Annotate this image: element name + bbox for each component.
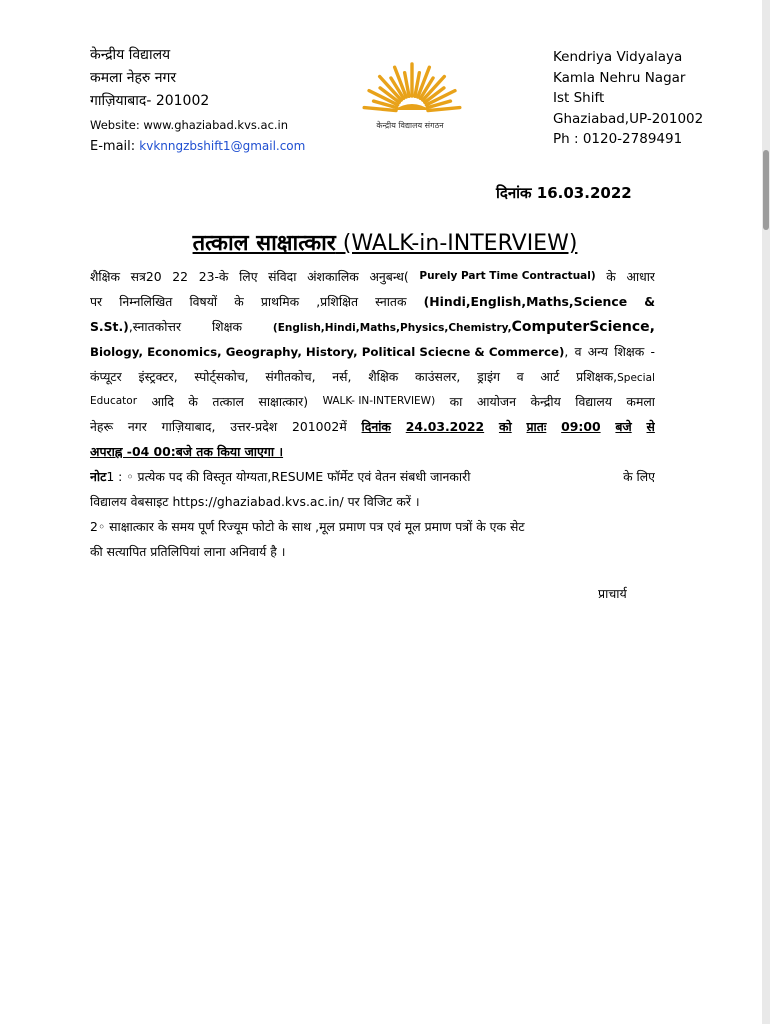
word: उत्तर-प्रदेश	[230, 419, 278, 434]
word: नर्स,	[332, 369, 352, 384]
word: को	[498, 419, 512, 434]
body-line-8	[90, 439, 655, 464]
word: आधार	[626, 269, 655, 284]
word: ,प्रशिक्षित	[316, 294, 359, 309]
word: तत्काल	[212, 394, 244, 409]
word: संविदा	[268, 269, 297, 284]
word: S.St.)	[90, 319, 129, 334]
word: लिए	[239, 269, 258, 284]
word: (Hindi,English,Maths,Science	[423, 294, 628, 309]
word: शिक्षक	[614, 344, 645, 359]
word: अन्य	[587, 344, 608, 359]
word: शिक्षक	[211, 319, 242, 334]
word: 09:00	[561, 419, 601, 434]
body-line-10	[90, 489, 655, 514]
word: 24.03.2022	[405, 419, 485, 434]
scrollbar[interactable]	[762, 0, 770, 1024]
documents-note-cont: की सत्यापित प्रतिलिपियां लाना अनिवार्य है ।	[90, 544, 286, 559]
word: का	[449, 394, 463, 409]
body-line-6	[90, 389, 655, 414]
body-line-9	[90, 464, 655, 489]
phone-text: Ph : 0120-2789491	[553, 131, 683, 147]
body-line-2	[90, 289, 655, 314]
city-hindi: गाज़ियाबाद- 201002	[90, 93, 210, 109]
word: शैक्षिक	[368, 369, 399, 384]
word: नेहरू	[90, 419, 114, 434]
word: कंप्यूटर	[90, 369, 122, 384]
word: दिनांक	[361, 419, 391, 434]
title-english: (WALK-in-INTERVIEW)	[335, 231, 578, 256]
word: इंस्ट्रक्टर,	[138, 369, 178, 384]
body-line-5	[90, 364, 655, 389]
word: 22	[172, 269, 189, 284]
word: आयोजन	[476, 394, 516, 409]
word: Educator	[90, 395, 138, 407]
email-line	[90, 135, 340, 158]
word: Purely Part Time Contractual)	[419, 270, 596, 282]
word: व	[574, 344, 582, 359]
email-label: E-mail:	[90, 139, 140, 154]
word: WALK- IN-INTERVIEW)	[322, 395, 436, 407]
header-right	[553, 47, 733, 150]
word: -	[650, 344, 655, 359]
email-link[interactable]: kvknngzbshift1@gmail.com	[139, 139, 306, 153]
locality-english: Kamla Nehru Nagar	[553, 69, 686, 86]
shift-text: Ist Shift	[553, 90, 605, 106]
title-hindi: तत्काल साक्षात्कार	[192, 231, 336, 256]
word: Special	[617, 372, 655, 384]
website-text: Website: www.ghaziabad.kvs.ac.in	[90, 118, 289, 132]
body-line-7	[90, 414, 655, 439]
word: साक्षात्कार)	[258, 394, 309, 409]
word: विद्यालय	[575, 394, 612, 409]
word: आदि	[151, 394, 174, 409]
notice-body	[90, 264, 655, 564]
city-english: Ghaziabad,UP-201002	[553, 110, 704, 127]
word: व	[516, 369, 524, 384]
word: निम्नलिखित	[119, 294, 173, 309]
locality-hindi: कमला नेहरु नगर	[90, 70, 177, 86]
word: प्रशिक्षक,	[576, 369, 618, 384]
word: बजे	[615, 419, 632, 434]
word: ,स्नातकोत्तर	[128, 319, 182, 334]
scrollbar-thumb[interactable]	[763, 150, 769, 230]
word: के	[234, 294, 244, 309]
word: कमला	[626, 394, 655, 409]
word: ComputerScience,	[511, 319, 655, 335]
word: ,	[564, 344, 569, 359]
word: 1 : ◦ प्रत्येक पद की विस्तृत योग्यता,RESUME फॉर्मेट एवं वेतन संबधी जानकारी	[106, 469, 471, 484]
website-note: विद्यालय वेबसाइट https://ghaziabad.kvs.ac.in/ पर विजिट करें ।	[90, 494, 420, 509]
word: स्पोर्ट्सकोच,	[194, 369, 249, 384]
word: अनुबन्ध(	[369, 269, 409, 284]
word: गाज़ियाबाद,	[161, 419, 216, 434]
word: 201002में	[292, 419, 347, 434]
header-left	[90, 44, 340, 158]
word: Biology, Economics, Geography, History, Political Sciecne & Commerce)	[90, 345, 565, 359]
body-line-4	[90, 339, 655, 364]
logo-caption: केन्द्रीय विद्यालय संगठन	[376, 121, 444, 130]
body-line-1	[90, 264, 655, 289]
word: प्राथमिक	[260, 294, 300, 309]
word: पर	[90, 294, 103, 309]
documents-note: 2◦ साक्षात्कार के समय पूर्ण रिज्यूम फोटो के साथ ,मूल प्रमाण पत्र एवं मूल प्रमाण पत्रों के एक सेट	[90, 519, 525, 534]
word: केन्द्रीय	[530, 394, 561, 409]
word: (English,Hindi,Maths,Physics,Chemistry,	[272, 322, 512, 334]
word: अंशकालिक	[307, 269, 359, 284]
body-line-12	[90, 539, 655, 564]
word: सत्र20	[130, 269, 162, 284]
notice-title	[0, 227, 770, 257]
notice-date: दिनांक 16.03.2022	[496, 184, 632, 202]
school-name-hindi: केन्द्रीय विद्यालय	[90, 47, 171, 63]
word: के	[606, 269, 616, 284]
word: काउंसलर,	[415, 369, 461, 384]
word: &	[644, 294, 655, 309]
word: के	[188, 394, 198, 409]
principal-signature: प्राचार्य	[598, 586, 627, 601]
word: स्नातक	[375, 294, 407, 309]
word: संगीतकोच,	[265, 369, 316, 384]
note-label: नोट	[90, 469, 107, 484]
word: विषयों	[189, 294, 218, 309]
school-name-english: Kendriya Vidyalaya	[553, 49, 683, 65]
word: के लिए	[623, 469, 655, 484]
word: ड्राइंग	[477, 369, 501, 384]
word: शैक्षिक	[90, 269, 121, 284]
word: प्रातः	[526, 419, 547, 434]
word: नगर	[127, 419, 147, 434]
body-line-11	[90, 514, 655, 539]
body-line-3	[90, 314, 655, 339]
word: आर्ट	[540, 369, 560, 384]
word: 23-के	[198, 269, 229, 284]
word: से	[646, 419, 655, 434]
interview-time-text: अपराह्न -04 00:बजे तक किया जाएगा ।	[90, 444, 284, 459]
